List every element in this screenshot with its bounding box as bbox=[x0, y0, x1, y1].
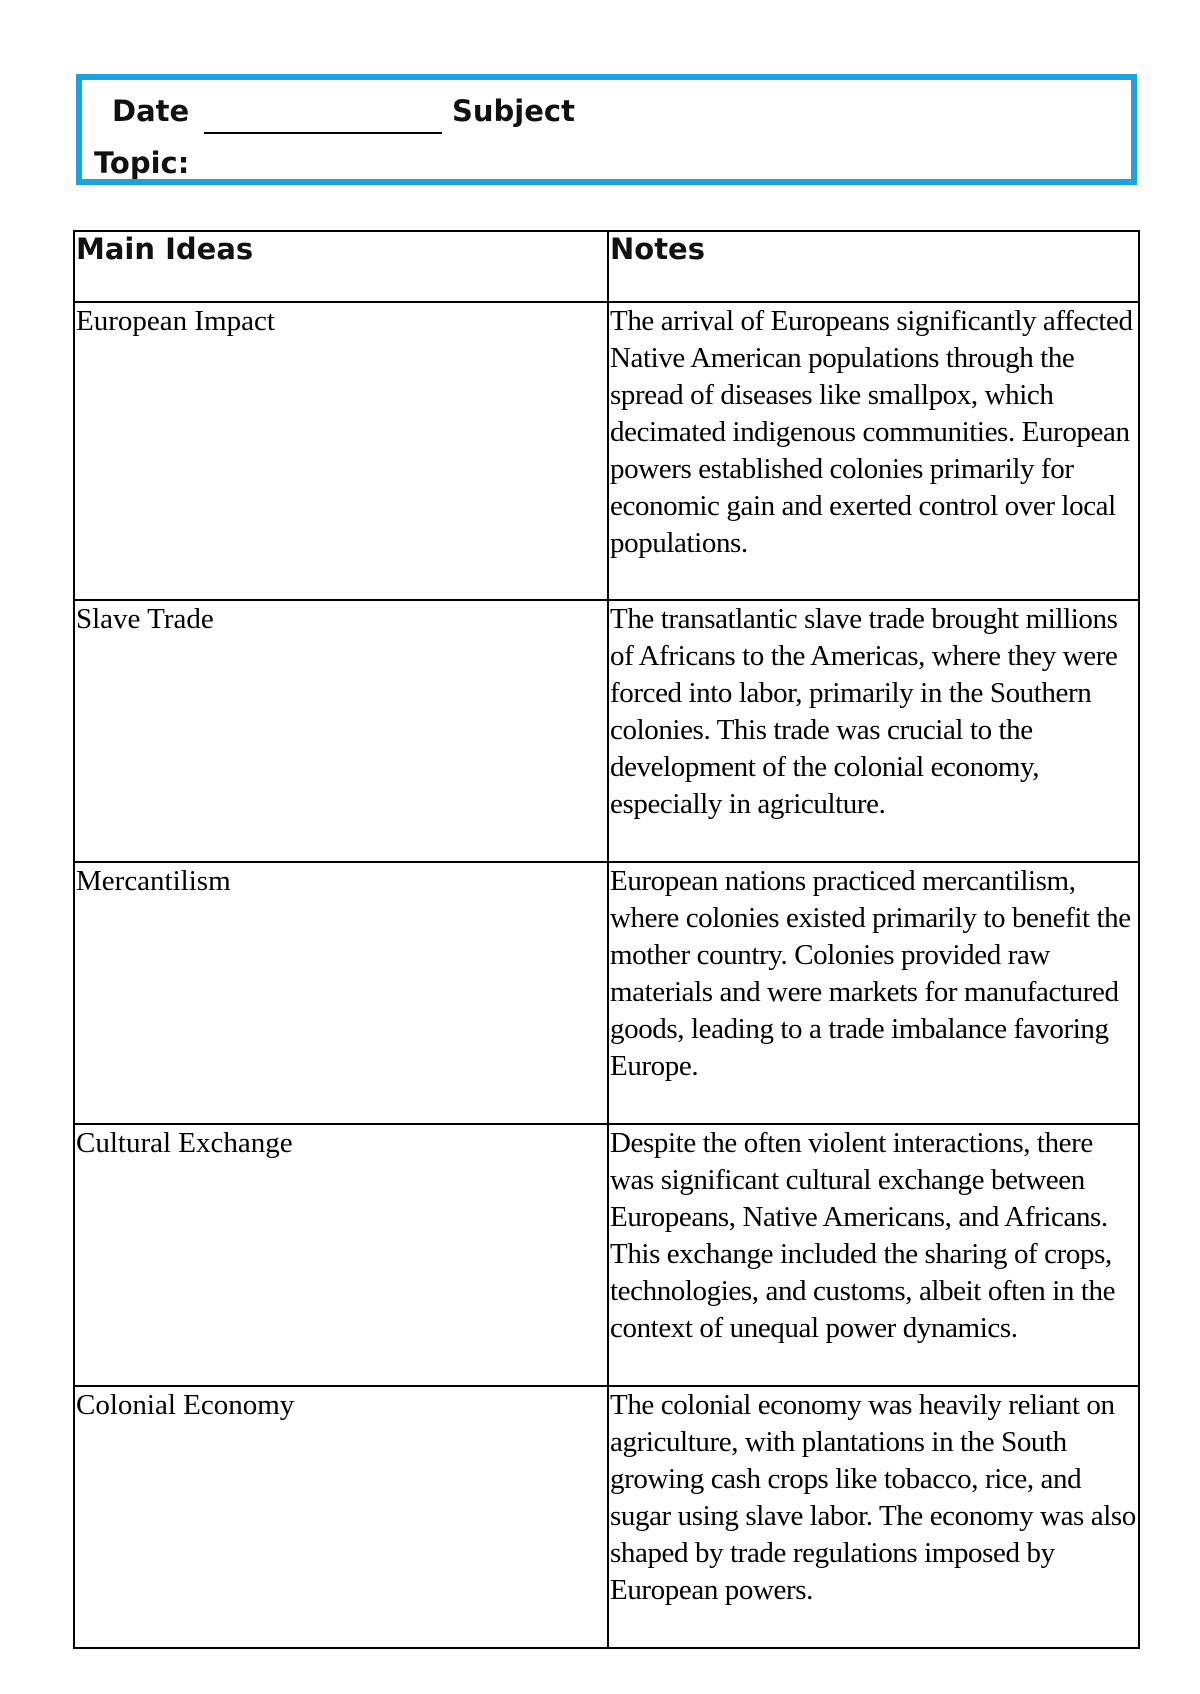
table-row bbox=[74, 1124, 1139, 1386]
table-row bbox=[74, 600, 1139, 862]
table-header-row bbox=[74, 231, 1139, 302]
cornell-notes-table bbox=[73, 230, 1140, 1649]
header-box bbox=[76, 74, 1137, 185]
date-blank-line bbox=[204, 132, 442, 134]
date-label: Date bbox=[112, 94, 190, 128]
main-ideas-header: Main Ideas bbox=[74, 231, 608, 302]
topic-label: Topic: bbox=[94, 146, 190, 180]
main-idea-cell: Colonial Economy bbox=[74, 1386, 608, 1648]
table-row bbox=[74, 302, 1139, 600]
notes-header: Notes bbox=[608, 231, 1139, 302]
notes-cell: European nations practiced mercantilism, where colonies existed primarily to benefit the mother country. Colonies provided raw materials and were markets for manufactured goods, leading to a trade imbalance favoring Europe. bbox=[608, 862, 1139, 1124]
notes-cell: The transatlantic slave trade brought millions of Africans to the Americas, where they were forced into labor, primarily in the Southern colonies. This trade was crucial to the development of the colonial economy, especially in agriculture. bbox=[608, 600, 1139, 862]
table-row bbox=[74, 862, 1139, 1124]
main-idea-cell: Slave Trade bbox=[74, 600, 608, 862]
main-idea-cell: European Impact bbox=[74, 302, 608, 600]
notes-cell: The arrival of Europeans significantly affected Native American populations through the spread of diseases like smallpox, which decimated indigenous communities. European powers established colonies primarily for economic gain and exerted control over local populations. bbox=[608, 302, 1139, 600]
table-row bbox=[74, 1386, 1139, 1648]
notes-cell: The colonial economy was heavily reliant on agriculture, with plantations in the South growing cash crops like tobacco, rice, and sugar using slave labor. The economy was also shaped by trade regulations imposed by European powers. bbox=[608, 1386, 1139, 1648]
notes-cell: Despite the often violent interactions, there was significant cultural exchange between Europeans, Native Americans, and Africans. This exchange included the sharing of crops, technologies, and customs, albeit often in the context of unequal power dynamics. bbox=[608, 1124, 1139, 1386]
main-idea-cell: Cultural Exchange bbox=[74, 1124, 608, 1386]
subject-label: Subject bbox=[452, 94, 575, 128]
main-idea-cell: Mercantilism bbox=[74, 862, 608, 1124]
